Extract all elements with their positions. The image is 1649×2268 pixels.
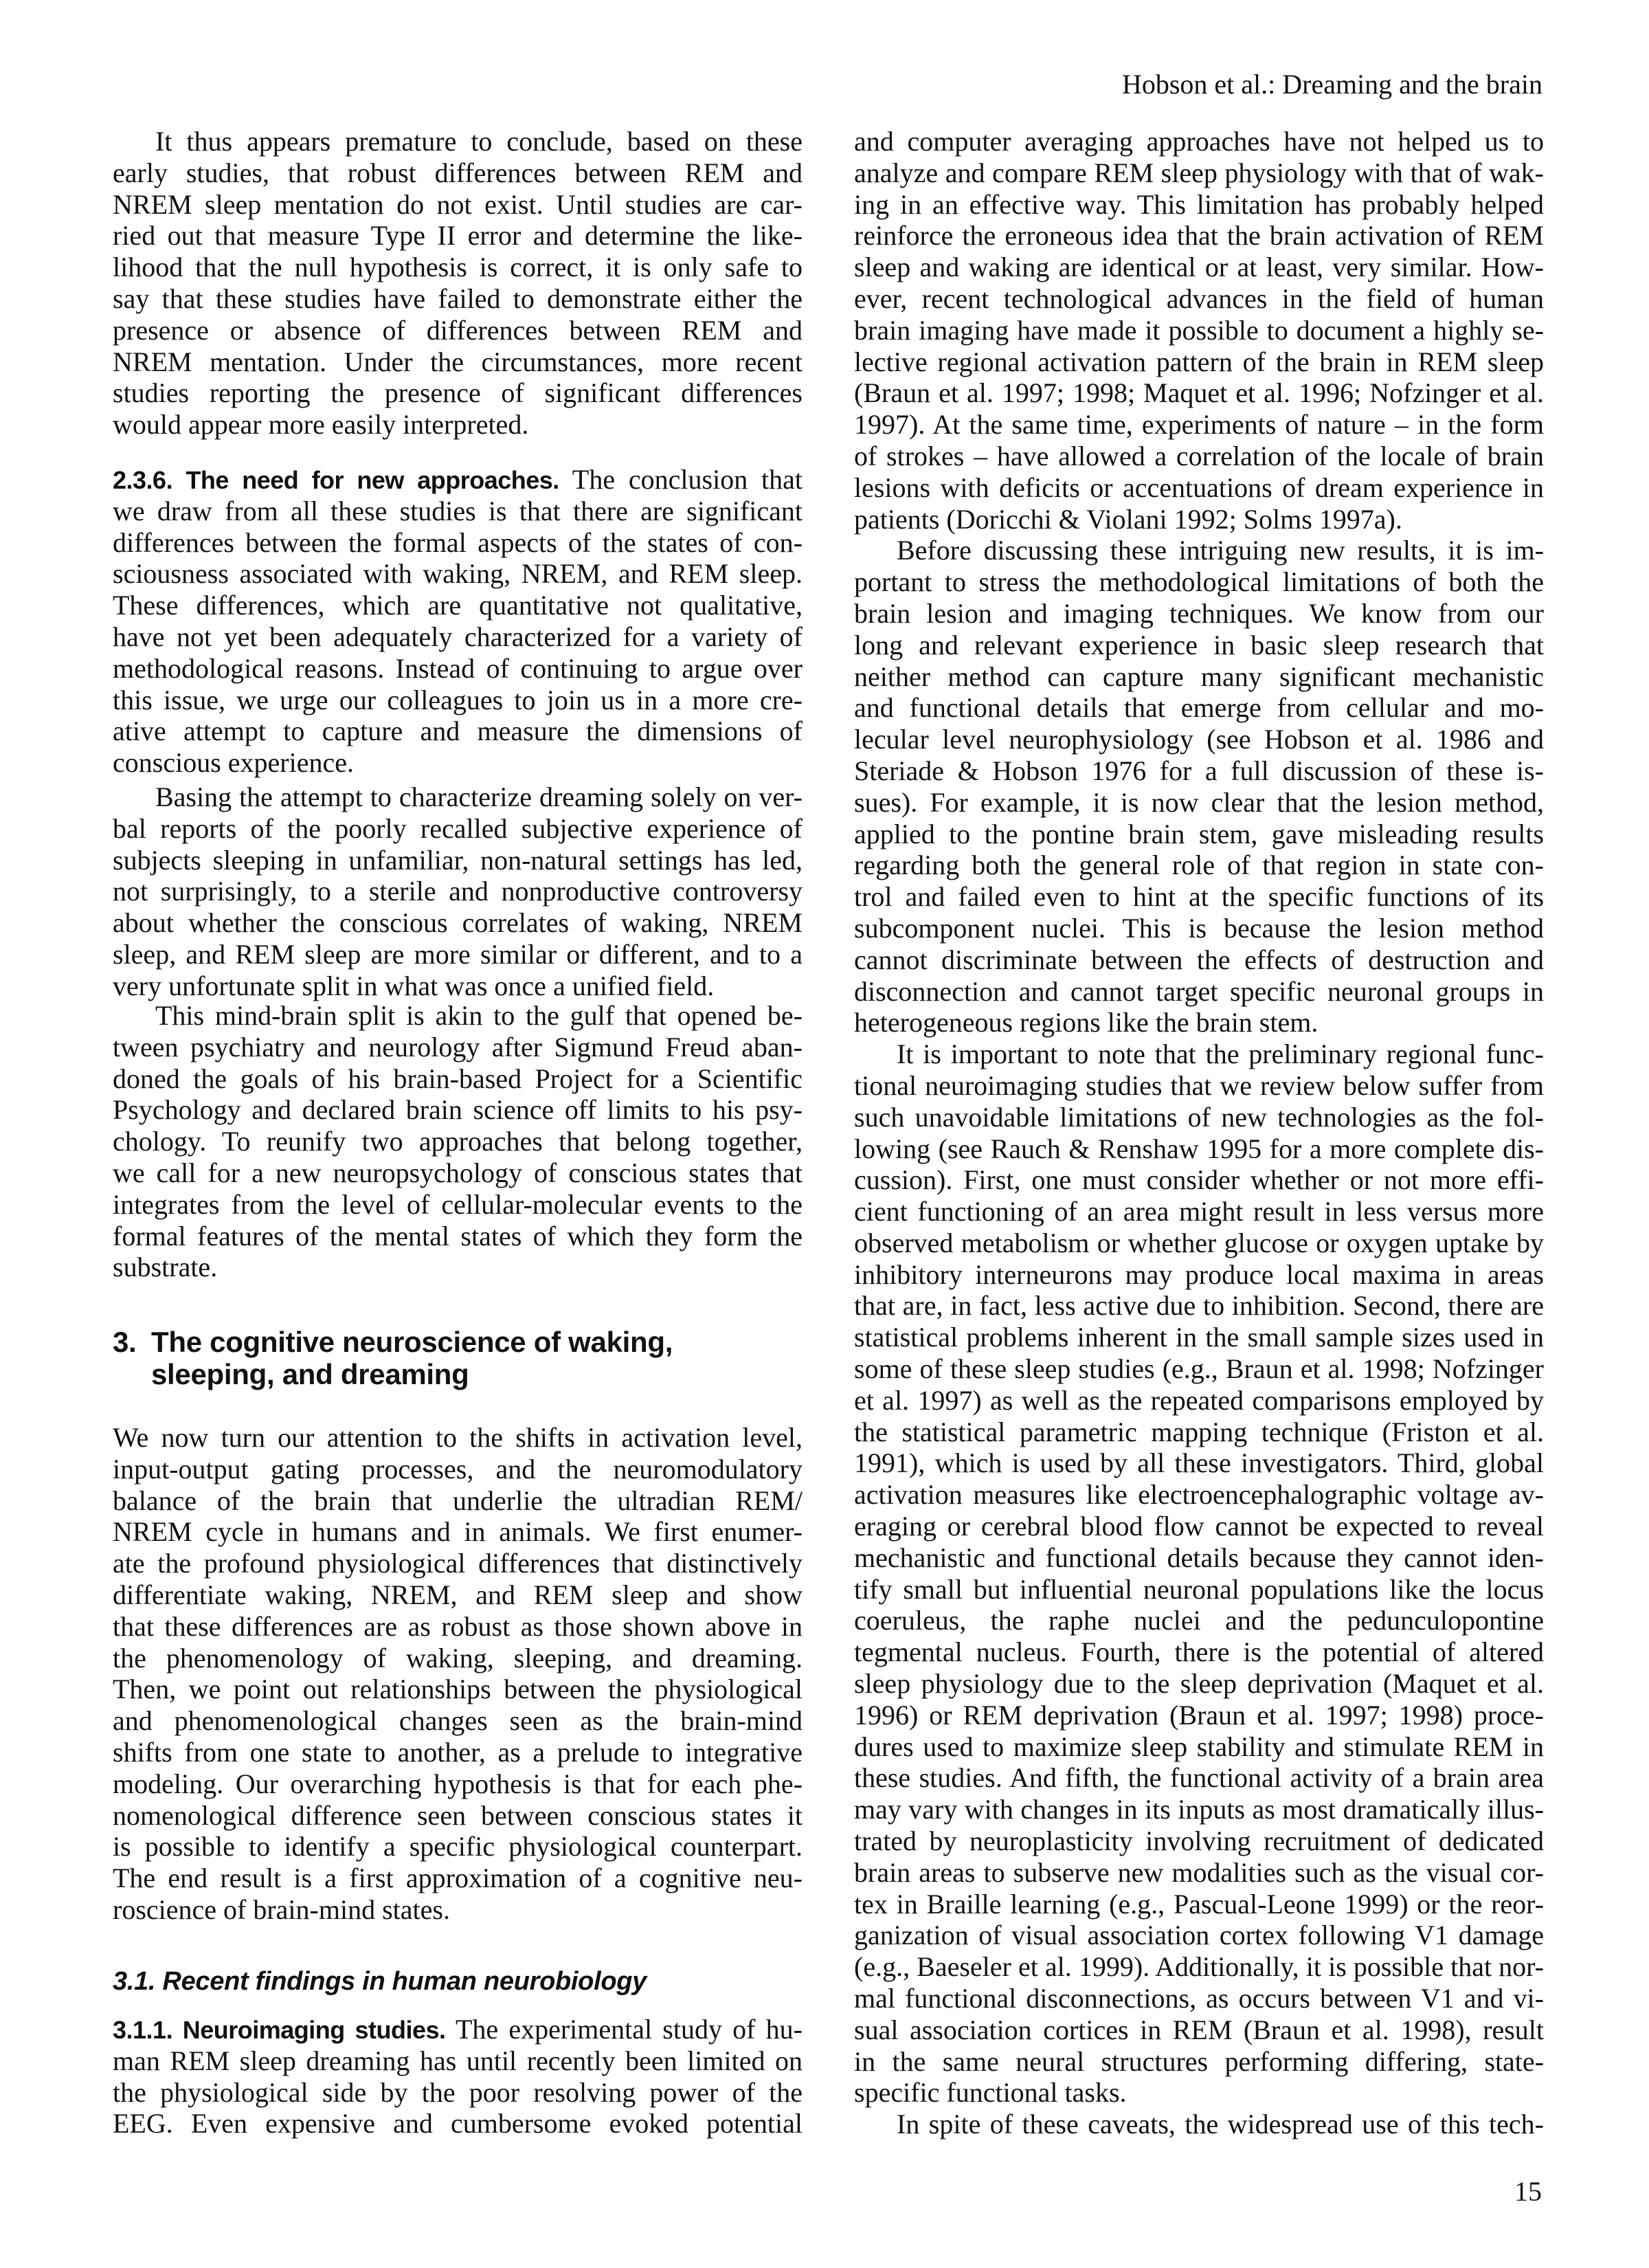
- text-line: This mind-brain split is akin to the gulf that opened be-: [155, 1000, 803, 1031]
- text-line: tex in Braille learning (e.g., Pascual-Leone 1999) or the reor-: [854, 1888, 1544, 1920]
- text-line: specific functional tasks.: [854, 2077, 1127, 2109]
- text-line: sual association cortices in REM (Braun et al. 1998), result: [854, 2014, 1544, 2045]
- text-line: trol and failed even to hint at the specific functions of its: [854, 881, 1544, 913]
- text-line: we draw from all these studies is that there are significant: [113, 495, 803, 526]
- text-line: very unfortunate split in what was once a unified field.: [113, 970, 715, 1001]
- text-line: ried out that measure Type II error and determine the like-: [113, 220, 803, 252]
- running-head: Hobson et al.: Dreaming and the brain: [1121, 69, 1543, 100]
- text-line: may vary with changes in its inputs as most dramatically illus-: [854, 1794, 1544, 1825]
- text-line: formal features of the mental states of which they form the: [113, 1220, 803, 1252]
- text-line: input-output gating processes, and the neuromodulatory: [113, 1453, 803, 1485]
- text-line: [113, 464, 803, 496]
- text-line: about whether the conscious correlates of waking, NREM: [113, 907, 803, 939]
- text-line: substrate.: [113, 1252, 218, 1283]
- text-line: cannot discriminate between the effects of destruction and: [854, 944, 1544, 975]
- text-line: sues). For example, it is now clear that the lesion method,: [854, 786, 1544, 818]
- text-line: eraging or cerebral blood flow cannot be expected to reveal: [854, 1511, 1544, 1542]
- text-line: lihood that the null hypothesis is correct, it is only safe to: [113, 252, 803, 283]
- text-line: The end result is a first approximation of a cognitive neu-: [113, 1863, 803, 1894]
- text-line: observed metabolism or whether glucose or oxygen uptake by: [854, 1227, 1544, 1258]
- text-line: cient functioning of an area might result in less versus more: [854, 1196, 1544, 1227]
- text-line: the statistical parametric mapping technique (Friston et al.: [854, 1416, 1544, 1447]
- paragraph-3-1-1: [113, 2014, 803, 2139]
- text-line: this issue, we urge our colleagues to join us in a more cre-: [113, 684, 803, 715]
- text-line: the phenomenology of waking, sleeping, and dreaming.: [113, 1642, 803, 1674]
- text-line: long and relevant experience in basic sleep research that: [854, 629, 1544, 660]
- text-line: disconnection and cannot target specific neuronal groups in: [854, 975, 1544, 1007]
- text-line: EEG. Even expensive and cumbersome evoked potential: [113, 2108, 803, 2139]
- text-line: not surprisingly, to a sterile and nonproductive controversy: [113, 876, 803, 907]
- text-line: dures used to maximize sleep stability and stimulate REM in: [854, 1731, 1544, 1762]
- text-line: subcomponent nuclei. This is because the lesion method: [854, 912, 1544, 944]
- text-line: sleep physiology due to the sleep deprivation (Maquet et al.: [854, 1668, 1544, 1700]
- text-line: Basing the attempt to characterize dreaming solely on ver-: [155, 781, 803, 812]
- text-line: analyze and compare REM sleep physiology with that of wak-: [854, 157, 1544, 188]
- text-line: and phenomenological changes seen as the brain-mind: [113, 1705, 803, 1737]
- text-line: lecular level neurophysiology (see Hobson et al. 1986 and: [854, 724, 1544, 755]
- run-in-heading: 3.1.1. Neuroimaging studies.: [113, 2016, 446, 2044]
- text-line: doned the goals of his brain-based Project for a Scientific: [113, 1063, 803, 1094]
- text-line: these studies. And fifth, the functional activity of a brain area: [854, 1762, 1544, 1794]
- text-line: of strokes – have allowed a correlation of the locale of brain: [854, 440, 1544, 471]
- text-line: man REM sleep dreaming has until recently been limited on: [113, 2045, 803, 2076]
- text-line: early studies, that robust differences between REM and: [113, 157, 803, 188]
- text-line: presence or absence of differences between REM and: [113, 314, 803, 346]
- text-line: and computer averaging approaches have not helped us to: [854, 126, 1544, 157]
- text-line: activation measures like electroencephalographic voltage av-: [854, 1479, 1544, 1511]
- text-line: sciousness associated with waking, NREM, and REM sleep.: [113, 558, 803, 590]
- paragraph: [113, 126, 803, 441]
- text-line: is possible to identify a specific physiological counterpart.: [113, 1831, 803, 1863]
- text-line: [113, 2014, 803, 2045]
- text-line: NREM cycle in humans and in animals. We first enumer-: [113, 1516, 803, 1548]
- text-line: integrates from the level of cellular-molecular events to the: [113, 1188, 803, 1220]
- section-title-line-1: The cognitive neuroscience of waking,: [151, 1326, 673, 1358]
- run-in-heading: 2.3.6. The need for new approaches.: [113, 466, 559, 494]
- text-line: lective regional activation pattern of the brain in REM sleep: [854, 346, 1544, 377]
- right-column-text: [854, 126, 1544, 2140]
- text-line: lowing (see Rauch & Renshaw 1995 for a more complete dis-: [854, 1133, 1544, 1164]
- text-line: Steriade & Hobson 1976 for a full discussion of these is-: [854, 755, 1544, 786]
- text-line: heterogeneous regions like the brain stem.: [854, 1007, 1319, 1038]
- text-line: inhibitory interneurons may produce local maxima in areas: [854, 1258, 1544, 1290]
- text-line: the physiological side by the poor resolving power of the: [113, 2076, 803, 2108]
- subsection-heading-3-1: 3.1. Recent findings in human neurobiology: [113, 1967, 647, 1996]
- paragraph-2-3-6: [113, 464, 803, 779]
- text-line: tify small but influential neuronal populations like the locus: [854, 1573, 1544, 1605]
- text-line: brain areas to subserve new modalities such as the visual cor-: [854, 1856, 1544, 1888]
- text-line: mal functional disconnections, as occurs between V1 and vi-: [854, 1983, 1544, 2014]
- paragraph: [113, 1422, 803, 1926]
- text-line: Before discussing these intriguing new results, it is im-: [897, 535, 1544, 566]
- text-line: that these differences are as robust as those shown above in: [113, 1610, 803, 1642]
- text-line: patients (Doricchi & Violani 1992; Solms 1997a).: [854, 503, 1402, 535]
- text-line: roscience of brain-mind states.: [113, 1893, 450, 1925]
- text-line: We now turn our attention to the shifts in activation level,: [113, 1422, 803, 1453]
- text-line: chology. To reunify two approaches that belong together,: [113, 1126, 803, 1157]
- text-line: studies reporting the presence of significant differences: [113, 377, 803, 409]
- text-line: 1996) or REM deprivation (Braun et al. 1997; 1998) proce-: [854, 1699, 1544, 1731]
- section-title-line-2: sleeping, and dreaming: [151, 1358, 469, 1390]
- text-line: It thus appears premature to conclude, based on these: [155, 126, 803, 157]
- text-line: reinforce the erroneous idea that the brain activation of REM: [854, 220, 1544, 252]
- text-line: regarding both the general role of that region in state con-: [854, 849, 1544, 881]
- text-line: say that these studies have failed to demonstrate either the: [113, 282, 803, 314]
- text-line: shifts from one state to another, as a prelude to integrative: [113, 1736, 803, 1768]
- text-line: In spite of these caveats, the widespread use of this tech-: [897, 2109, 1544, 2140]
- section-number: 3.: [113, 1326, 137, 1358]
- text-line: coeruleus, the raphe nuclei and the pedunculopontine: [854, 1605, 1544, 1636]
- text-line: Then, we point out relationships between the physiological: [113, 1674, 803, 1705]
- section-heading-3: [113, 1326, 673, 1390]
- text-line: methodological reasons. Instead of continuing to argue over: [113, 652, 803, 684]
- text-line: conscious experience.: [113, 747, 354, 779]
- text-line: (Braun et al. 1997; 1998; Maquet et al. 1996; Nofzinger et al.: [854, 377, 1544, 409]
- text-line: tween psychiatry and neurology after Sigmund Freud aban-: [113, 1031, 803, 1063]
- text-line: sleep, and REM sleep are more similar or different, and to a: [113, 938, 803, 970]
- paragraph: [113, 781, 803, 1002]
- text-line: nomenological difference seen between conscious states it: [113, 1799, 803, 1831]
- text-line: brain imaging have made it possible to document a highly se-: [854, 314, 1544, 346]
- text-line: we call for a new neuropsychology of conscious states that: [113, 1157, 803, 1188]
- text-line: subjects sleeping in unfamiliar, non-natural settings has led,: [113, 844, 803, 876]
- text-line: ate the profound physiological differences that distinctively: [113, 1548, 803, 1579]
- text-line: statistical problems inherent in the small sample sizes used in: [854, 1322, 1544, 1353]
- text-line: in the same neural structures performing differing, state-: [854, 2045, 1544, 2077]
- text-line: have not yet been adequately characterized for a variety of: [113, 621, 803, 652]
- text-line: These differences, which are quantitative not qualitative,: [113, 590, 803, 621]
- line-text: The conclusion that: [559, 464, 803, 495]
- text-line: tional neuroimaging studies that we review below suffer from: [854, 1069, 1544, 1101]
- text-line: cussion). First, one must consider whether or not more effi-: [854, 1164, 1544, 1196]
- text-line: some of these sleep studies (e.g., Braun et al. 1998; Nofzinger: [854, 1353, 1544, 1385]
- text-line: tegmental nucleus. Fourth, there is the potential of altered: [854, 1636, 1544, 1668]
- text-line: NREM sleep mentation do not exist. Until studies are car-: [113, 188, 803, 220]
- text-line: NREM mentation. Under the circumstances, more recent: [113, 346, 803, 377]
- text-line: ganization of visual association cortex following V1 damage: [854, 1920, 1544, 1951]
- text-line: portant to stress the methodological limitations of both the: [854, 566, 1544, 598]
- text-line: applied to the pontine brain stem, gave misleading results: [854, 818, 1544, 849]
- text-line: differences between the formal aspects of the states of con-: [113, 526, 803, 558]
- text-line: such unavoidable limitations of new technologies as the fol-: [854, 1101, 1544, 1133]
- text-line: balance of the brain that underlie the ultradian REM/: [113, 1485, 803, 1516]
- text-line: that are, in fact, less active due to inhibition. Second, there are: [854, 1290, 1544, 1322]
- text-line: et al. 1997) as well as the repeated comparisons employed by: [854, 1384, 1544, 1416]
- text-line: bal reports of the poorly recalled subjective experience of: [113, 812, 803, 844]
- text-line: 1991), which is used by all these investigators. Third, global: [854, 1447, 1544, 1479]
- text-line: and functional details that emerge from cellular and mo-: [854, 692, 1544, 724]
- text-line: trated by neuroplasticity involving recruitment of dedicated: [854, 1825, 1544, 1857]
- text-line: 1997). At the same time, experiments of nature – in the form: [854, 409, 1544, 441]
- text-line: would appear more easily interpreted.: [113, 409, 529, 441]
- text-line: Psychology and declared brain science off limits to his psy-: [113, 1094, 803, 1126]
- paragraph: [113, 1000, 803, 1283]
- text-line: sleep and waking are identical or at least, very similar. How-: [854, 252, 1544, 283]
- text-line: It is important to note that the preliminary regional func-: [897, 1038, 1544, 1070]
- text-line: mechanistic and functional details because they cannot iden-: [854, 1542, 1544, 1573]
- text-line: lesions with deficits or accentuations of dream experience in: [854, 471, 1544, 503]
- text-line: brain lesion and imaging techniques. We know from our: [854, 597, 1544, 629]
- text-line: ative attempt to capture and measure the dimensions of: [113, 715, 803, 747]
- text-line: neither method can capture many significant mechanistic: [854, 660, 1544, 692]
- text-line: modeling. Our overarching hypothesis is that for each phe-: [113, 1768, 803, 1799]
- page-number: 15: [1514, 2176, 1542, 2207]
- text-line: ever, recent technological advances in the field of human: [854, 282, 1544, 314]
- text-line: ing in an effective way. This limitation has probably helped: [854, 188, 1544, 220]
- line-text: The experimental study of hu-: [445, 2014, 803, 2045]
- text-line: (e.g., Baeseler et al. 1999). Additionally, it is possible that nor-: [854, 1951, 1544, 1983]
- text-line: differentiate waking, NREM, and REM sleep and show: [113, 1579, 803, 1610]
